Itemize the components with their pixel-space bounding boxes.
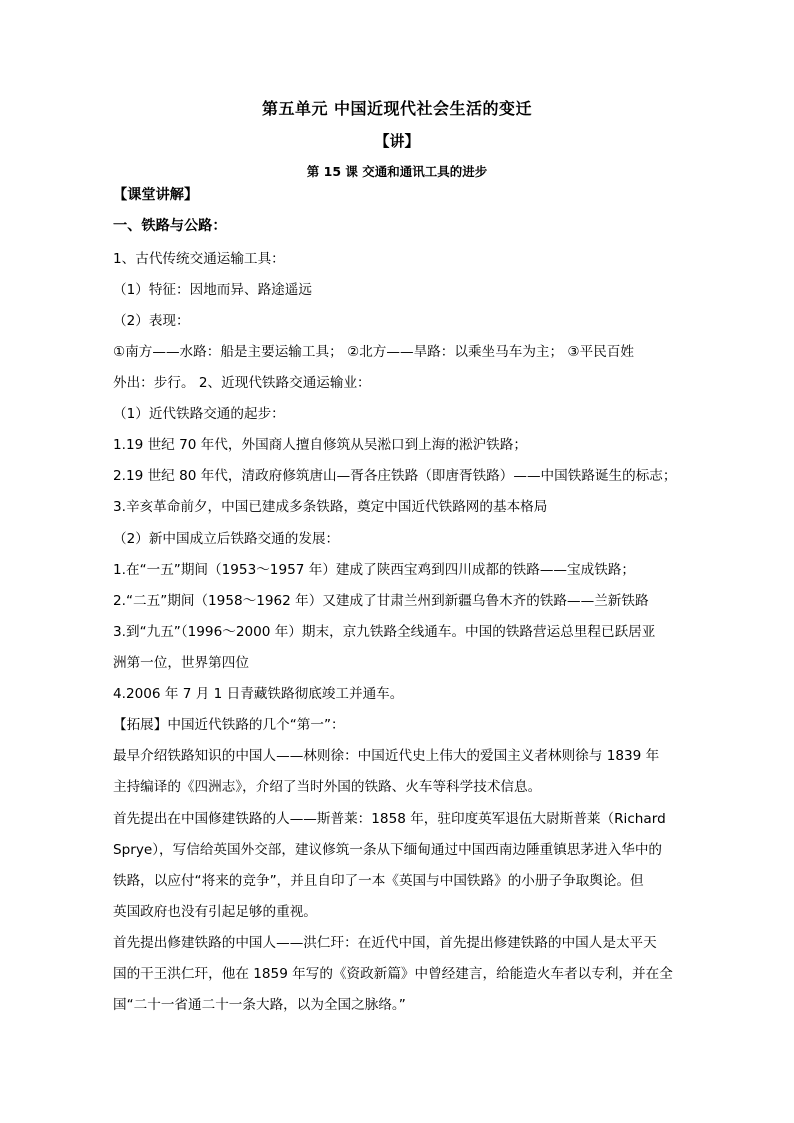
text-line: 主持编译的《四洲志》，介绍了当时外国的铁路、火车等科学技术信息。: [113, 779, 542, 795]
text-line: 1、古代传统交通运输工具：: [113, 251, 285, 267]
text-line: （1）近代铁路交通的起步：: [113, 406, 285, 422]
text-line: （1）特征：因地而异、路途遥远: [113, 282, 312, 298]
heading-railway-highway: 一、铁路与公路：: [113, 218, 227, 234]
text-line: （2）表现：: [113, 313, 190, 329]
text-line: 2.19 世纪 80 年代，清政府修筑唐山—胥各庄铁路（即唐胥铁路）——中国铁路诞生的标志；: [113, 468, 677, 484]
text-line: 英国政府也没有引起足够的重视。: [113, 904, 317, 920]
text-line: 1.19 世纪 70 年代，外国商人擅自修筑从吴淞口到上海的淞沪铁路；: [113, 437, 527, 453]
text-line: 4.2006 年 7 月 1 日青藏铁路彻底竣工并通车。: [113, 686, 404, 702]
section-subtitle: 【讲】: [374, 132, 420, 150]
unit-title: 第五单元 中国近现代社会生活的变迁: [261, 99, 533, 118]
text-line: ①南方——水路：船是主要运输工具； ②北方——旱路：以乘坐马车为主； ③平民百姓: [113, 344, 634, 360]
text-line: 洲第一位，世界第四位: [113, 655, 249, 671]
text-line: 1.在“一五”期间（1953～1957 年）建成了陕西宝鸡到四川成都的铁路——宝成铁路；: [113, 562, 635, 578]
text-line: 2.“二五”期间（1958～1962 年）又建成了甘肃兰州到新疆乌鲁木齐的铁路——兰新铁路: [113, 593, 649, 609]
text-line: 铁路，以应付“将来的竞争”，并且自印了一本《英国与中国铁路》的小册子争取舆论。但: [113, 873, 644, 889]
text-line: 国的干王洪仁玕，他在 1859 年写的《资政新篇》中曾经建言，给能造火车者以专利，并在全: [113, 966, 673, 982]
extension-heading: 【拓展】中国近代铁路的几个“第一”：: [113, 717, 345, 733]
text-line: 3.辛亥革命前夕，中国已建成多条铁路，奠定中国近代铁路网的基本格局: [113, 499, 548, 515]
text-line: 3.到“九五”（1996～2000 年）期末，京九铁路全线通车。中国的铁路营运总里程已跃居亚: [113, 624, 656, 640]
text-line: 最早介绍铁路知识的中国人——林则徐：中国近代史上伟大的爱国主义者林则徐与 1839 年: [113, 748, 660, 764]
text-line: 外出：步行。 2、近现代铁路交通运输业：: [113, 375, 371, 391]
text-line: （2）新中国成立后铁路交通的发展：: [113, 531, 340, 547]
heading-class-lecture: 【课堂讲解】: [113, 187, 199, 203]
text-line: 首先提出修建铁路的中国人——洪仁玕：在近代中国，首先提出修建铁路的中国人是太平天: [113, 935, 657, 951]
text-line: 国“二十一省通二十一条大路，以为全国之脉络。”: [113, 997, 406, 1013]
text-line: Sprye），写信给英国外交部，建议修筑一条从下缅甸通过中国西南边陲重镇思茅进入华中的: [113, 842, 663, 858]
lesson-title: 第 15 课 交通和通讯工具的进步: [306, 164, 488, 179]
text-line: 首先提出在中国修建铁路的人——斯普莱：1858 年，驻印度英军退伍大尉斯普莱（Richard: [113, 811, 666, 827]
